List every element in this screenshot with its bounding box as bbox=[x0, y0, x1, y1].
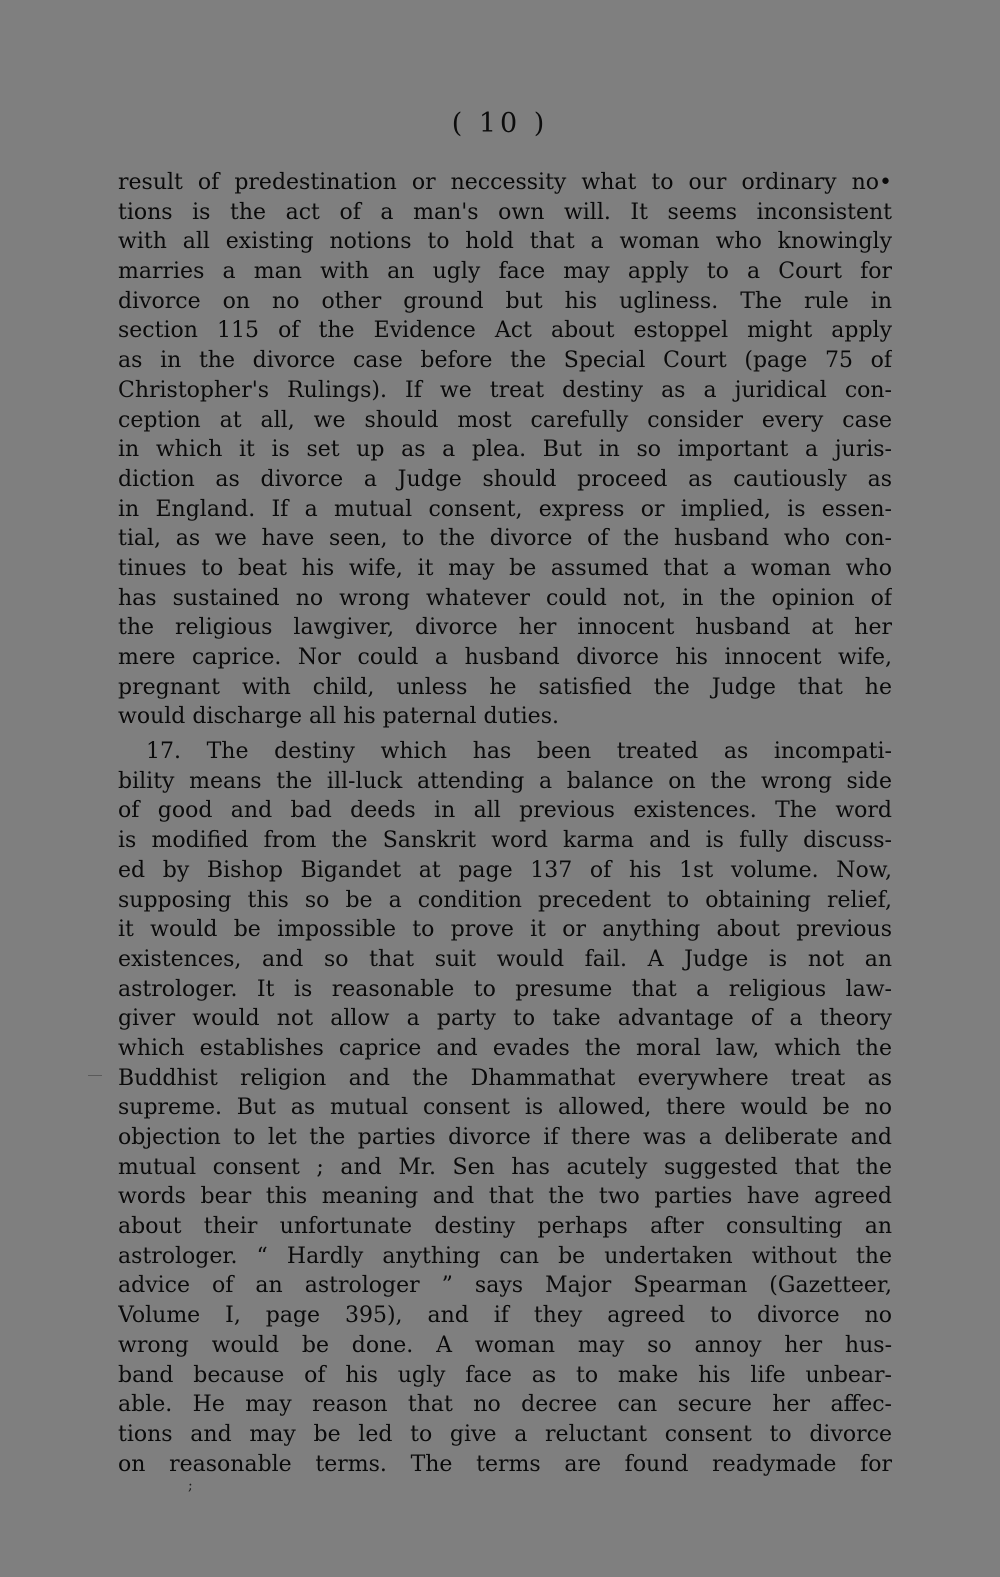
text-line: able. He may reason that no decree can secure her affec- bbox=[118, 1392, 892, 1418]
text-line: tions and may be led to give a reluctant consent to divorce bbox=[118, 1421, 892, 1447]
text-line: pregnant with child, unless he satisfied the Judge that he bbox=[118, 674, 892, 700]
text-line: of good and bad deeds in all previous existences. The word bbox=[118, 798, 892, 824]
text-line: about their unfortunate destiny perhaps after consulting an bbox=[118, 1214, 892, 1240]
text-line: objection to let the parties divorce if there was a deliberate and bbox=[118, 1125, 892, 1150]
text-line: has sustained no wrong whatever could not, in the opinion of bbox=[118, 585, 892, 611]
text-line: in which it is set up as a plea. But in so important a juris- bbox=[118, 437, 892, 463]
text-line: advice of an astrologer ” says Major Spearman (Gazetteer, bbox=[118, 1273, 892, 1299]
text-line: diction as divorce a Judge should proceed as cautiously as bbox=[118, 466, 892, 492]
text-line: supreme. But as mutual consent is allowed, there would be no bbox=[118, 1095, 892, 1121]
text-line: Christopher's Rulings). If we treat destiny as a juridical con- bbox=[118, 377, 892, 403]
text-line: mere caprice. Nor could a husband divorce his innocent wife, bbox=[118, 645, 892, 670]
text-line: on reasonable terms. The terms are found readymade for bbox=[118, 1451, 892, 1477]
text-line: astrologer. “ Hardly anything can be undertaken without the bbox=[118, 1243, 892, 1269]
text-line: as in the divorce case before the Special Court (page 75 of bbox=[118, 348, 892, 374]
text-line: existences, and so that suit would fail. A Judge is not an bbox=[118, 946, 892, 972]
paragraph-continued bbox=[118, 168, 892, 732]
text-line: giver would not allow a party to take advantage of a theory bbox=[118, 1006, 892, 1032]
text-line: tial, as we have seen, to the divorce of the husband who con- bbox=[118, 526, 892, 552]
text-line: it would be impossible to prove it or anything about previous bbox=[118, 917, 892, 943]
margin-mark bbox=[88, 1075, 102, 1076]
text-line: tions is the act of a man's own will. It seems inconsistent bbox=[118, 199, 892, 225]
stray-mark: ; bbox=[188, 1478, 193, 1494]
body-text bbox=[118, 168, 892, 1479]
text-line: bility means the ill-luck attending a balance on the wrong side bbox=[118, 768, 892, 794]
text-line: marries a man with an ugly face may apply to a Court for bbox=[118, 259, 892, 285]
text-line: divorce on no other ground but his ugliness. The rule in bbox=[118, 288, 892, 314]
text-line: which establishes caprice and evades the moral law, which the bbox=[118, 1035, 892, 1061]
text-line: result of predestination or neccessity what to our ordinary no• bbox=[118, 170, 892, 195]
text-line: words bear this meaning and that the two parties have agreed bbox=[118, 1184, 892, 1210]
text-line: the religious lawgiver, divorce her innocent husband at her bbox=[118, 615, 892, 641]
text-line: wrong would be done. A woman may so annoy her hus- bbox=[118, 1332, 892, 1358]
text-line: section 115 of the Evidence Act about estoppel might apply bbox=[118, 318, 892, 344]
text-line: tinues to beat his wife, it may be assumed that a woman who bbox=[118, 555, 892, 581]
text-line: mutual consent ; and Mr. Sen has acutely suggested that the bbox=[118, 1154, 892, 1180]
text-line: is modified from the Sanskrit word karma and is fully discuss- bbox=[118, 828, 892, 854]
text-line: Volume I, page 395), and if they agreed to divorce no bbox=[118, 1303, 892, 1329]
text-line: Buddhist religion and the Dhammathat everywhere treat as bbox=[118, 1065, 892, 1091]
text-line: would discharge all his paternal duties. bbox=[118, 704, 559, 730]
text-line: supposing this so be a condition precedent to obtaining relief, bbox=[118, 887, 892, 913]
text-line: in England. If a mutual consent, express or implied, is essen- bbox=[118, 496, 892, 522]
text-line: band because of his ugly face as to make his life unbear- bbox=[118, 1362, 892, 1388]
text-line: 17. The destiny which has been treated as incompati- bbox=[146, 739, 892, 765]
text-line: with all existing notions to hold that a woman who knowingly bbox=[118, 229, 892, 255]
page-number: ( 10 ) bbox=[451, 108, 549, 139]
paragraph-17 bbox=[118, 737, 892, 1479]
text-line: ed by Bishop Bigandet at page 137 of his 1st volume. Now, bbox=[118, 857, 892, 883]
text-line: astrologer. It is reasonable to presume that a religious law- bbox=[118, 976, 892, 1002]
text-line: ception at all, we should most carefully consider every case bbox=[118, 407, 892, 433]
